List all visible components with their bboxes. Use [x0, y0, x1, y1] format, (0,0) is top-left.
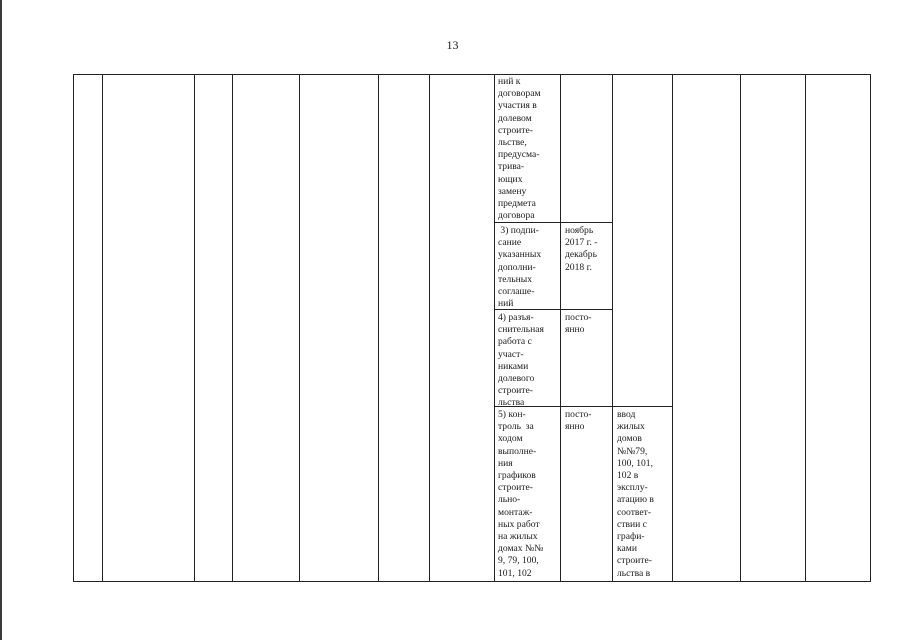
cell-item5-date: посто- янно — [565, 409, 592, 433]
cell-item5-result: ввод жилых домов №№79, 100, 101, 102 в эксплу- атацию в соответ- ствии с графи- ками строите- льства в — [617, 409, 654, 579]
cell-item3-date: ноябрь 2017 г. - декабрь 2018 г. — [565, 225, 598, 273]
cell-item2-tail: ний к договорам участия в долевом строите- льстве, предусма- трива- ющих замену предмета договора — [498, 76, 541, 222]
cell-item4-date: посто- янно — [565, 312, 592, 336]
page-number: 13 — [446, 38, 459, 52]
cell-item5-text: 5) кон- троль за ходом выполне- ния графиков строите- льно- монтаж- ных работ на жилых домах №№ 9, 79, 100, 101, 102 — [498, 409, 544, 579]
cell-item4-text: 4) разъя- снительная работа с участ- никами долевого строите- льства — [498, 312, 544, 409]
cell-item3-text: 3) подпи- сание указанных дополни- тельных соглаше- ний — [498, 225, 542, 310]
